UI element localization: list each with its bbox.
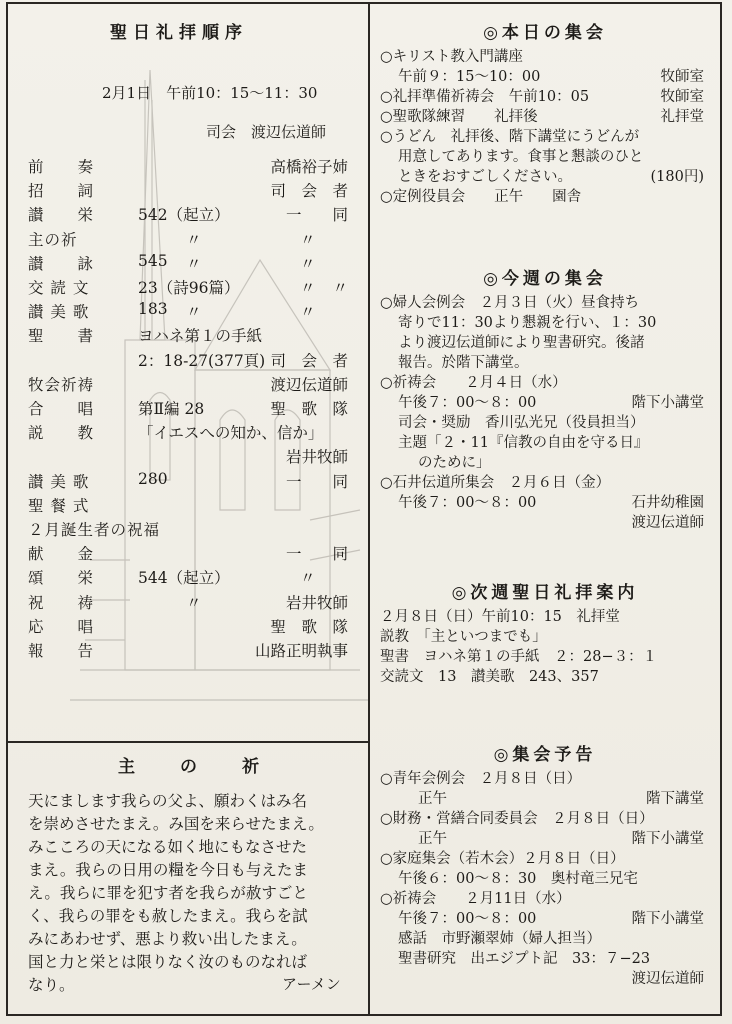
plans-line [380, 787, 710, 807]
plans-line-text: ○財務・営繕合同委員会 ２月８日（日） [380, 811, 654, 827]
today-line-text: ○キリスト教入門講座 [380, 49, 523, 65]
plans-line-text: 正午 [418, 831, 447, 847]
order-item: 頌 栄 [28, 569, 95, 588]
order-leader: 渡辺伝道師 [270, 375, 348, 394]
week-line [380, 471, 710, 491]
today-line-place: 牧師室 [660, 89, 704, 105]
week-line [380, 351, 710, 371]
order-leader: 一 同 [285, 206, 348, 225]
week-line [380, 331, 710, 351]
week-line-text: ○婦人会例会 ２月３日（火）昼食持ち [380, 295, 640, 311]
today-title: ◎本日の集会 [483, 23, 607, 43]
order-leader: 岩井牧師 [285, 448, 348, 467]
week-line-text: 報告。於階下講堂。 [398, 355, 529, 371]
plans-line [380, 887, 710, 907]
next-line-text: 交読文 13 讃美歌 243、357 [380, 669, 599, 685]
order-item: 主の祈 [28, 230, 78, 249]
order-detail: 544（起立） [138, 569, 230, 588]
today-line [380, 125, 710, 145]
week-line [380, 431, 710, 451]
order-item: 応 唱 [28, 617, 95, 636]
today-line-text: ときをおすごしください。 [398, 169, 572, 185]
order-item: 報 告 [28, 642, 95, 660]
prayer-line: みこころの天になる如く地にもなさせた [28, 838, 308, 856]
order-item: 前 奏 [28, 158, 95, 176]
order-leader: 山路正明執事 [254, 642, 348, 660]
order-row [16, 252, 352, 274]
plans-line-text: ○祈祷会 ２月11日（水） [380, 891, 571, 907]
order-item: 祝 祷 [28, 593, 95, 612]
order-row [16, 470, 352, 492]
order-leader: 〃 [332, 279, 348, 297]
order-item: 招 詞 [28, 182, 95, 201]
next-line [380, 665, 710, 685]
today-line-place: (180円) [650, 169, 704, 185]
order-item: 合 唱 [28, 400, 95, 418]
lords-prayer-text [28, 790, 358, 997]
order-row [16, 615, 352, 637]
next-line [380, 605, 710, 625]
order-item: 讃 美 歌 [28, 303, 90, 322]
order-detail: 〃 [186, 593, 202, 612]
plans-line [380, 767, 710, 787]
order-item: 讃 美 歌 [28, 472, 90, 491]
plans-line-place: 階下講堂 [646, 791, 704, 807]
today-line-text: ○定例役員会 正午 園舎 [380, 189, 582, 205]
plans-line [380, 947, 710, 967]
today-line [380, 65, 710, 85]
plans-line [380, 807, 710, 827]
plans-line-text: 午後６：00〜８：30 奥村竜三兄宅 [398, 871, 638, 887]
order-leader: 岩井牧師 [285, 593, 348, 612]
order-row [16, 397, 352, 419]
plans-line-text: ○家庭集会（若木会）２月８日（日） [380, 851, 625, 867]
week-line-text: ○石井伝道所集会 ２月６日（金） [380, 475, 611, 491]
worship-order-title: 聖日礼拝順序 [110, 23, 248, 43]
week-line [380, 291, 710, 311]
today-line-text: 用意してあります。食事と懇談のひと [398, 149, 644, 165]
prayer-line: く、我らの罪をも赦したまえ。我らを試 [28, 907, 308, 925]
order-row [16, 542, 352, 564]
order-item: 交 読 文 [28, 279, 90, 297]
order-leader: 高橋裕子姉 [270, 158, 348, 176]
order-item: 聖 書 [28, 327, 95, 346]
next-line [380, 625, 710, 645]
week-line-text: のために」 [418, 455, 491, 471]
order-row [16, 203, 352, 225]
lords-prayer-title: 主 の 祈 [118, 757, 273, 777]
next-sunday-guide [380, 578, 710, 685]
today-line-text: ○礼拝準備祈祷会 午前10：05 [380, 89, 590, 105]
today-line [380, 105, 710, 125]
amen: アーメン [282, 975, 341, 993]
order-row [16, 639, 352, 661]
next-title: ◎次週聖日礼拝案内 [451, 583, 639, 603]
order-leader: 一 同 [285, 545, 348, 564]
plans-line-place: 階下小講堂 [631, 911, 704, 927]
today-line [380, 45, 710, 65]
order-row [16, 518, 352, 540]
plans-line [380, 967, 710, 987]
plans-line [380, 907, 710, 927]
week-line [380, 411, 710, 431]
plans-line-text: 正午 [418, 791, 447, 807]
plans-line-text: 感話 市野瀬翠姉（婦人担当） [398, 931, 601, 947]
week-line-text: 主題「２・11『信教の自由を守る日』 [398, 435, 649, 451]
order-detail: 〃 [186, 230, 202, 249]
order-row [16, 276, 352, 298]
order-item: 聖 餐 式 [28, 496, 90, 515]
plans-line [380, 827, 710, 847]
order-row [16, 324, 352, 346]
order-leader: 司 会 者 [270, 182, 348, 201]
order-row [16, 155, 352, 177]
order-row [16, 566, 352, 588]
week-line-text: 午後７：00〜８：00 [398, 395, 537, 411]
week-line [380, 311, 710, 331]
week-line-text: 午後７：00〜８：00 [398, 495, 537, 511]
prayer-line: 天にまします我らの父よ、願わくはみ名 [28, 792, 308, 810]
meeting-notices [380, 740, 710, 987]
order-detail: 2：18-27(377頁) [138, 351, 266, 370]
prayer-line: なり。 [28, 976, 75, 994]
week-line [380, 391, 710, 411]
order-detail: 第Ⅱ編 28 [138, 400, 205, 418]
order-detail: 〃 [186, 303, 202, 322]
today-line-text: 午前９：15〜10：00 [398, 69, 541, 85]
prayer-line: 国と力と栄とは限りなく汝のものなれば [28, 953, 308, 971]
order-leader: 聖 歌 隊 [270, 400, 348, 418]
order-item: ２月誕生者の祝福 [28, 521, 161, 539]
plans-line-text: 聖書研究 出エジプト記 33：７−23 [398, 951, 651, 967]
today-line [380, 85, 710, 105]
order-detail: 〃 [300, 254, 316, 273]
today-line-text: ○うどん 礼拝後、階下講堂にうどんが [380, 129, 640, 145]
next-line-text: ２月８日（日）午前10：15 礼拝堂 [380, 609, 620, 625]
order-item: 説 教 [28, 424, 95, 443]
order-row [16, 349, 352, 371]
today-meetings [380, 18, 710, 205]
week-line [380, 451, 710, 471]
today-line-place: 牧師室 [660, 69, 704, 85]
prayer-line: みにあわせず、悪より救い出したまえ。 [28, 930, 307, 948]
order-detail: 〃 [300, 230, 316, 249]
plans-line-place: 渡辺伝道師 [631, 971, 704, 987]
order-detail: 〃 [186, 254, 202, 273]
order-row [16, 373, 352, 395]
order-leader: 聖 歌 隊 [270, 617, 348, 636]
order-row [16, 300, 352, 322]
today-line [380, 145, 710, 165]
order-detail: 〃 [300, 279, 316, 297]
section-divider [6, 741, 368, 743]
order-detail: 280 [138, 469, 168, 488]
order-detail: ヨハネ第１の手紙 [138, 327, 263, 346]
week-line-text: より渡辺伝道師により聖書研究。後諸 [398, 335, 645, 351]
order-row [16, 445, 352, 467]
today-line-place: 礼拝堂 [660, 109, 704, 125]
plans-line-text: 午後７：00〜８：00 [398, 911, 537, 927]
order-item: 牧会祈祷 [28, 375, 95, 394]
week-line [380, 491, 710, 511]
order-detail: 23（詩96篇） [138, 279, 240, 297]
order-leader: 司 会 者 [270, 351, 348, 370]
order-row [16, 228, 352, 250]
week-line [380, 371, 710, 391]
today-line [380, 185, 710, 205]
week-title: ◎今週の集会 [483, 269, 607, 289]
week-line-place: 渡辺伝道師 [631, 515, 704, 531]
order-detail: 〃 [300, 569, 316, 588]
order-detail: 542（起立） [138, 206, 230, 225]
prayer-line: え。我らに罪を犯す者を我らが赦すごと [28, 884, 308, 902]
order-item: 讃 詠 [28, 254, 95, 273]
week-line-text: 司会・奨励 香川弘光兄（役員担当） [398, 415, 645, 431]
today-line-text: ○聖歌隊練習 礼拝後 [380, 109, 538, 125]
plans-line [380, 847, 710, 867]
order-row [16, 179, 352, 201]
order-detail: 〃 [300, 303, 316, 322]
order-row [16, 421, 352, 443]
order-item: 献 金 [28, 545, 95, 564]
order-leader: 一 同 [285, 472, 348, 491]
plans-line [380, 867, 710, 887]
week-line-text: 寄りで11：30より懇親を行い、１：30 [398, 315, 657, 331]
plans-line-place: 階下小講堂 [631, 831, 704, 847]
order-row [16, 494, 352, 516]
this-week-meetings [380, 264, 710, 531]
plans-line-text: ○青年会例会 ２月８日（日） [380, 771, 582, 787]
order-detail: 183 [138, 300, 168, 319]
week-line [380, 511, 710, 531]
order-detail: 545 [138, 251, 168, 270]
next-line-text: 聖書 ヨハネ第１の手紙 ２：28−３：１ [380, 649, 658, 665]
prayer-line: まえ。我らの日用の糧を今日も与えたま [28, 861, 308, 879]
week-line-text: ○祈祷会 ２月４日（水） [380, 375, 567, 391]
order-item: 讃 栄 [28, 206, 95, 225]
presider: 司会 渡辺伝道師 [206, 123, 327, 141]
next-line [380, 645, 710, 665]
plans-title: ◎集会予告 [493, 745, 597, 765]
plans-line [380, 927, 710, 947]
week-line-place: 階下小講堂 [631, 395, 704, 411]
order-detail: 「イエスへの知か、信か」 [138, 424, 324, 443]
today-line [380, 165, 710, 185]
prayer-line: を崇めさせたまえ。み国を来らせたまえ。 [28, 815, 324, 833]
order-row [16, 591, 352, 613]
week-line-place: 石井幼稚園 [631, 495, 704, 511]
service-date: 2月1日 午前10：15〜11：30 [102, 84, 318, 102]
next-line-text: 説教 「主といつまでも」 [380, 629, 547, 645]
